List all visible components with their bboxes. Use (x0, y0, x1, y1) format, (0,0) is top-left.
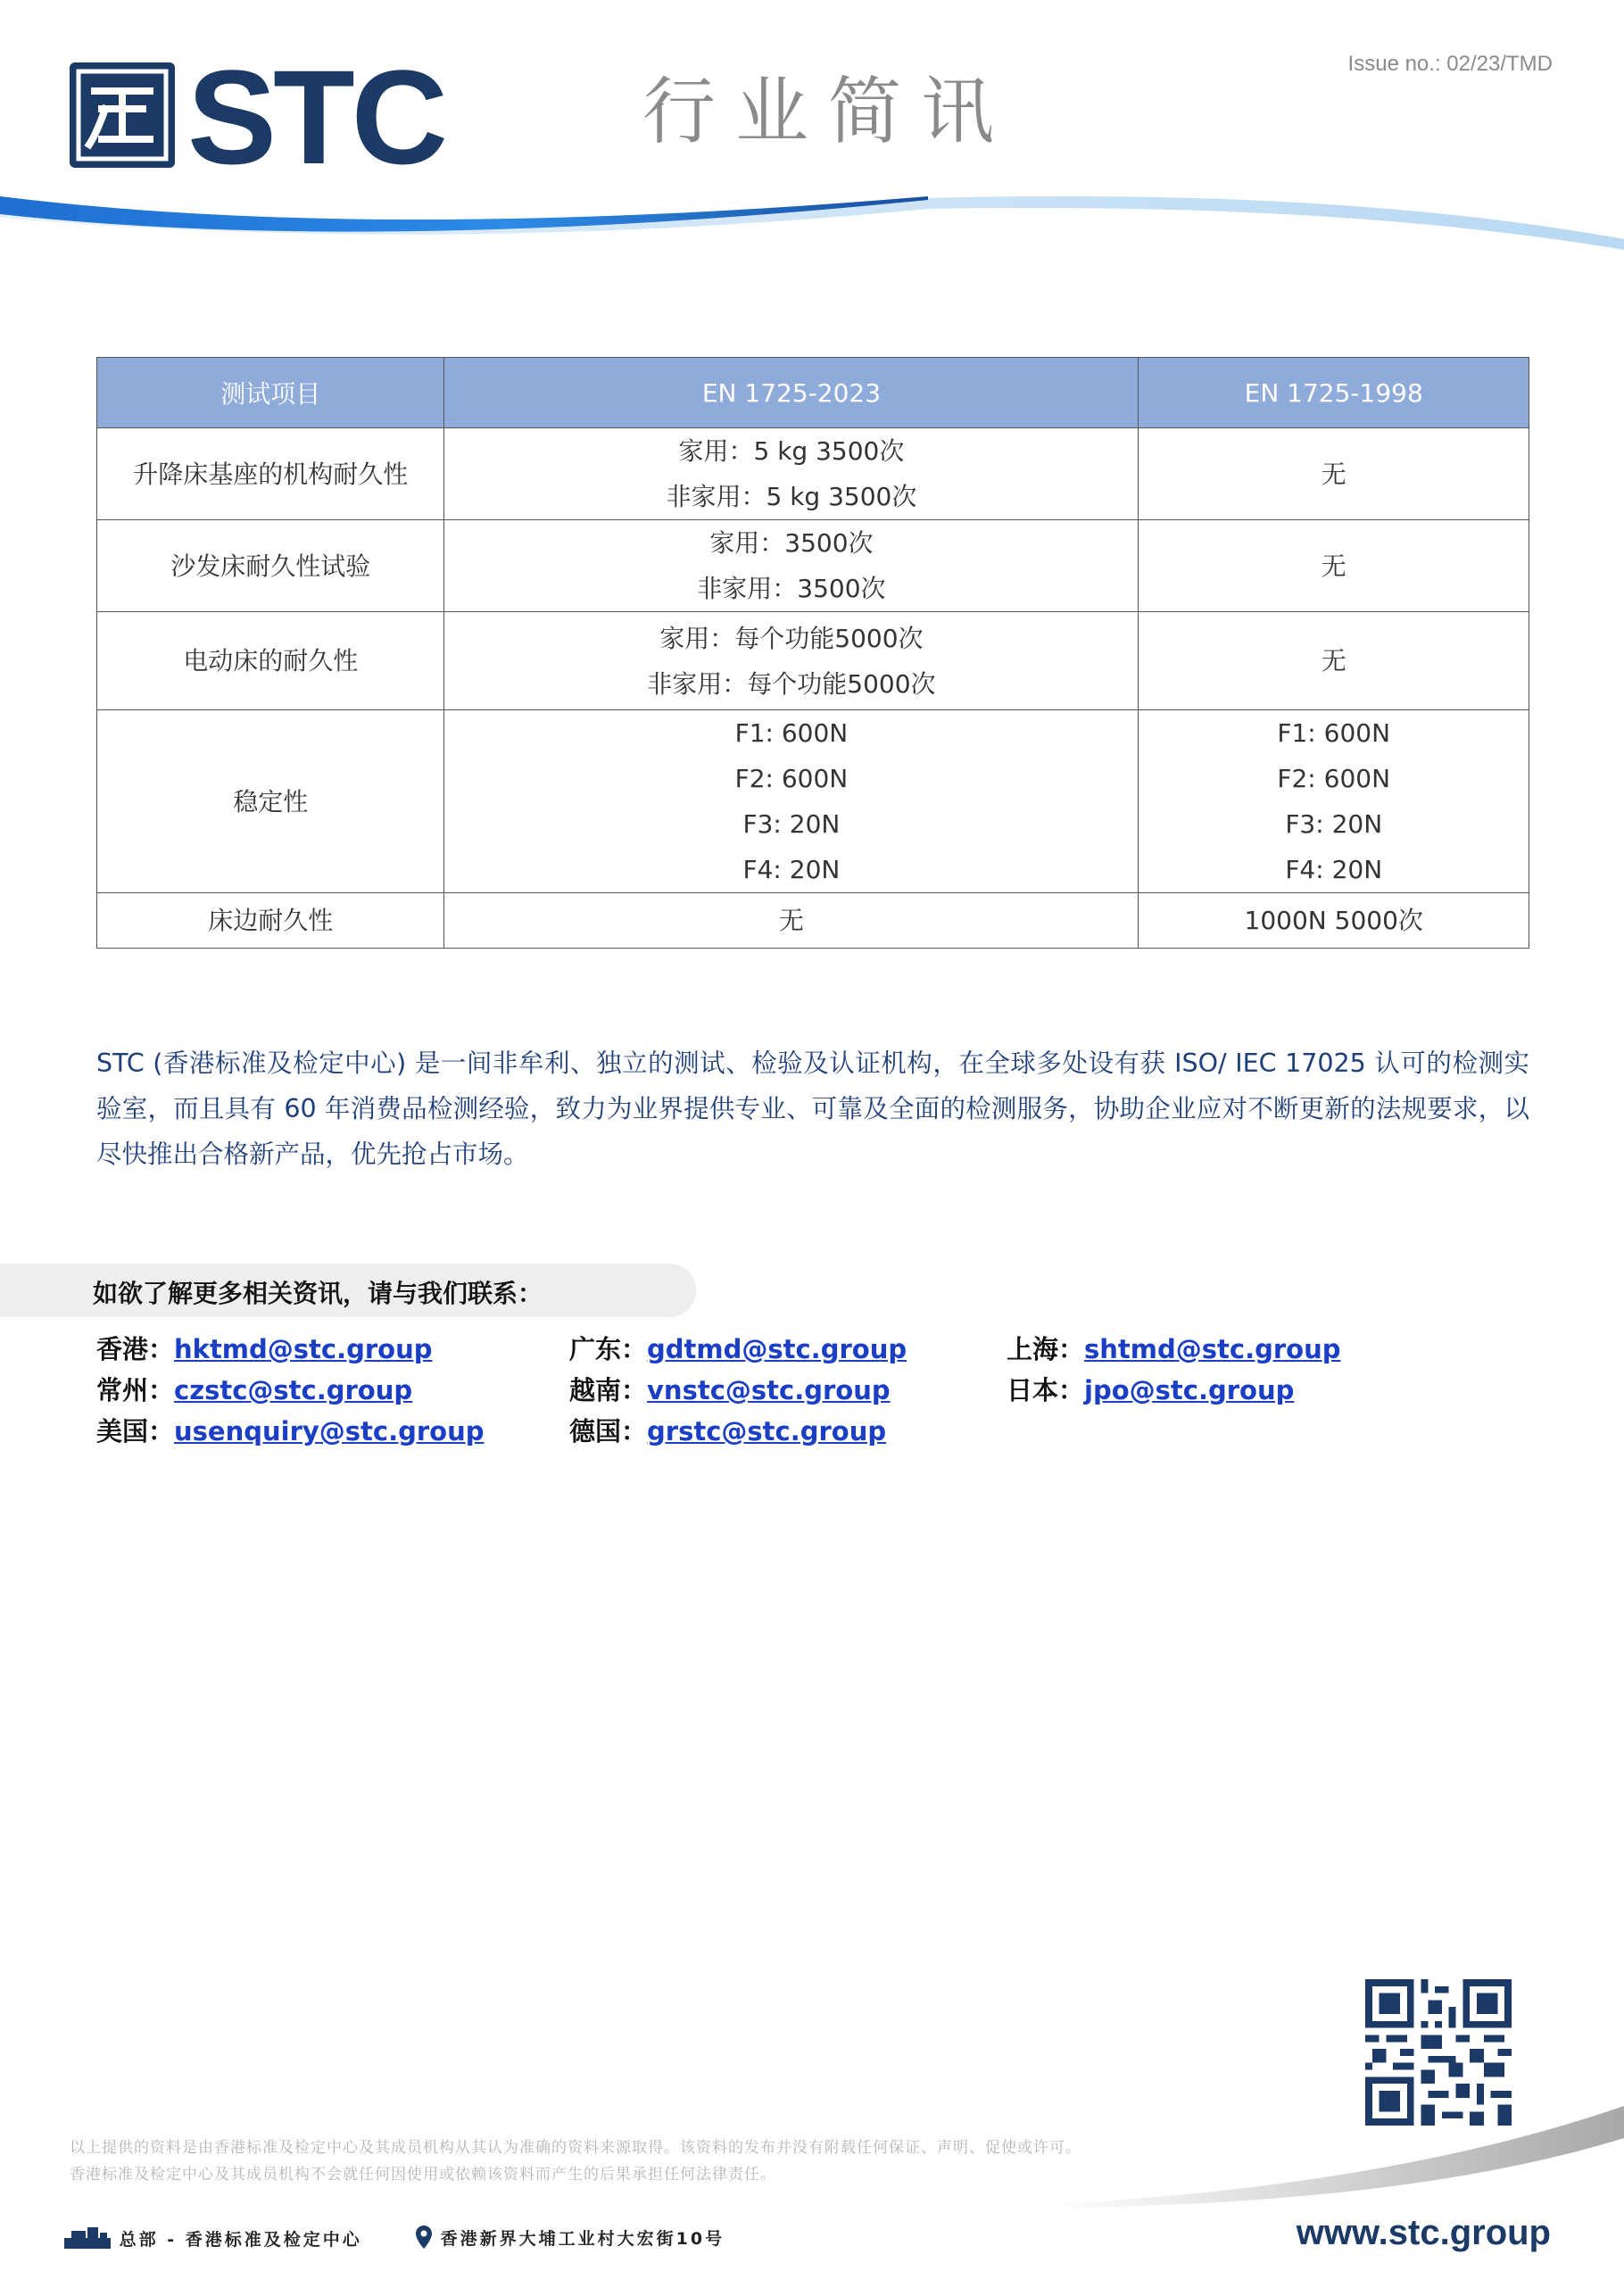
contact-entry (1007, 1371, 1294, 1407)
contact-region: 美国： (96, 1416, 175, 1446)
contact-region: 越南： (569, 1375, 648, 1405)
contact-email-link[interactable]: shtmd@stc.group (1084, 1334, 1341, 1364)
location-pin-icon (416, 2226, 432, 2249)
comparison-table (96, 357, 1529, 949)
row-item: 稳定性 (97, 710, 444, 893)
row-new (444, 428, 1139, 520)
footer-hq (64, 2226, 362, 2250)
website-link[interactable]: www.stc.group (1296, 2213, 1551, 2252)
footer-address-text: 香港新界大埔工业村大宏街10号 (440, 2229, 725, 2249)
row-item: 沙发床耐久性试验 (97, 520, 444, 612)
row-old: 无 (1139, 428, 1529, 520)
header-test-item: 测试项目 (97, 358, 444, 428)
contact-email-link[interactable]: vnstc@stc.group (647, 1375, 891, 1405)
contact-entry (96, 1330, 433, 1366)
table-row (97, 612, 1529, 710)
cell-line: 非家用：5 kg 3500次 (666, 482, 917, 511)
row-old (1139, 710, 1529, 893)
contact-entry (569, 1330, 907, 1366)
contact-email-link[interactable]: czstc@stc.group (174, 1375, 413, 1405)
table-row (97, 428, 1529, 520)
contact-email-link[interactable]: hktmd@stc.group (174, 1334, 433, 1364)
row-old: 无 (1139, 612, 1529, 710)
cell-line: 家用：3500次 (709, 528, 874, 558)
contact-entry (569, 1371, 891, 1407)
contact-entry (569, 1412, 886, 1448)
document-title: 行业简讯 (642, 70, 1015, 154)
building-icon (64, 2226, 111, 2249)
contact-entry (96, 1371, 412, 1407)
cell-line: 家用：每个功能5000次 (659, 623, 924, 653)
row-new (444, 520, 1139, 612)
contact-region: 上海： (1007, 1334, 1085, 1364)
contact-email-link[interactable]: gdtmd@stc.group (647, 1334, 907, 1364)
row-item: 升降床基座的机构耐久性 (97, 428, 444, 520)
row-new: 无 (444, 893, 1139, 949)
contact-region: 德国： (569, 1416, 648, 1446)
stc-logo-mark (70, 62, 175, 168)
contact-region: 香港： (96, 1334, 175, 1364)
table-row (97, 710, 1529, 893)
disclaimer-line-1: 以上提供的资料是由香港标准及检定中心及其成员机构从其认为准确的资料来源取得。该资料的发布并没有附载任何保证、声明、促使或许可。 (70, 2139, 1081, 2157)
table-row (97, 520, 1529, 612)
row-new (444, 612, 1139, 710)
footer-address (416, 2226, 725, 2250)
row-old: 无 (1139, 520, 1529, 612)
footer-swoosh (1053, 2088, 1624, 2213)
cell-line: 非家用：每个功能5000次 (647, 668, 936, 699)
disclaimer-line-2: 香港标准及检定中心及其成员机构不会就任何因使用或依赖该资料而产生的后果承担任何法律责任。 (70, 2166, 776, 2184)
table-row (97, 893, 1529, 949)
row-old: 1000N 5000次 (1139, 893, 1529, 949)
contact-email-link[interactable]: jpo@stc.group (1084, 1375, 1295, 1405)
header-swoosh (0, 178, 1624, 259)
cell-line: F1: 600N (734, 718, 849, 748)
issue-number: Issue no.: 02/23/TMD (1347, 52, 1553, 76)
contact-region: 常州： (96, 1375, 175, 1405)
cell-line: F1: 600N (1277, 718, 1391, 748)
cell-line: F3: 20N (742, 809, 841, 839)
table-header-row (97, 358, 1529, 428)
contact-region: 广东： (569, 1334, 648, 1364)
stc-logo-text: STC (187, 42, 444, 192)
cell-line: F4: 20N (742, 855, 841, 884)
cell-line: F2: 600N (1277, 764, 1391, 793)
cell-line: F2: 600N (734, 764, 849, 793)
cell-line: 非家用：3500次 (697, 574, 886, 603)
header-en1725-1998: EN 1725-1998 (1139, 358, 1529, 428)
contact-region: 日本： (1007, 1375, 1085, 1405)
cell-line: F3: 20N (1285, 809, 1383, 839)
row-item: 床边耐久性 (97, 893, 444, 949)
row-item: 电动床的耐久性 (97, 612, 444, 710)
row-new (444, 710, 1139, 893)
cell-line: F4: 20N (1285, 855, 1383, 884)
contact-entry (1007, 1330, 1340, 1366)
stc-logo (70, 42, 462, 192)
about-paragraph: STC (香港标准及检定中心) 是一间非牟利、独立的测试、检验及认证机构，在全球多处设有获 ISO/ IEC 17025 认可的检测实验室，而且具有 60 年消费品检测经验，致力为业界提供专业、可靠及全面的检测服务，协助企业应对不断更新的法规要求，以尽快推出合格新产品，优先抢占市场。 (96, 1049, 1529, 1169)
contact-title: 如欲了解更多相关资讯，请与我们联系： (93, 1279, 543, 1308)
contact-email-link[interactable]: usenquiry@stc.group (174, 1416, 485, 1446)
header-en1725-2023: EN 1725-2023 (444, 358, 1139, 428)
contact-email-link[interactable]: grstc@stc.group (647, 1416, 887, 1446)
footer-hq-text: 总部 - 香港标准及检定中心 (119, 2230, 362, 2250)
contact-entry (96, 1412, 485, 1448)
cell-line: 家用：5 kg 3500次 (678, 436, 905, 466)
